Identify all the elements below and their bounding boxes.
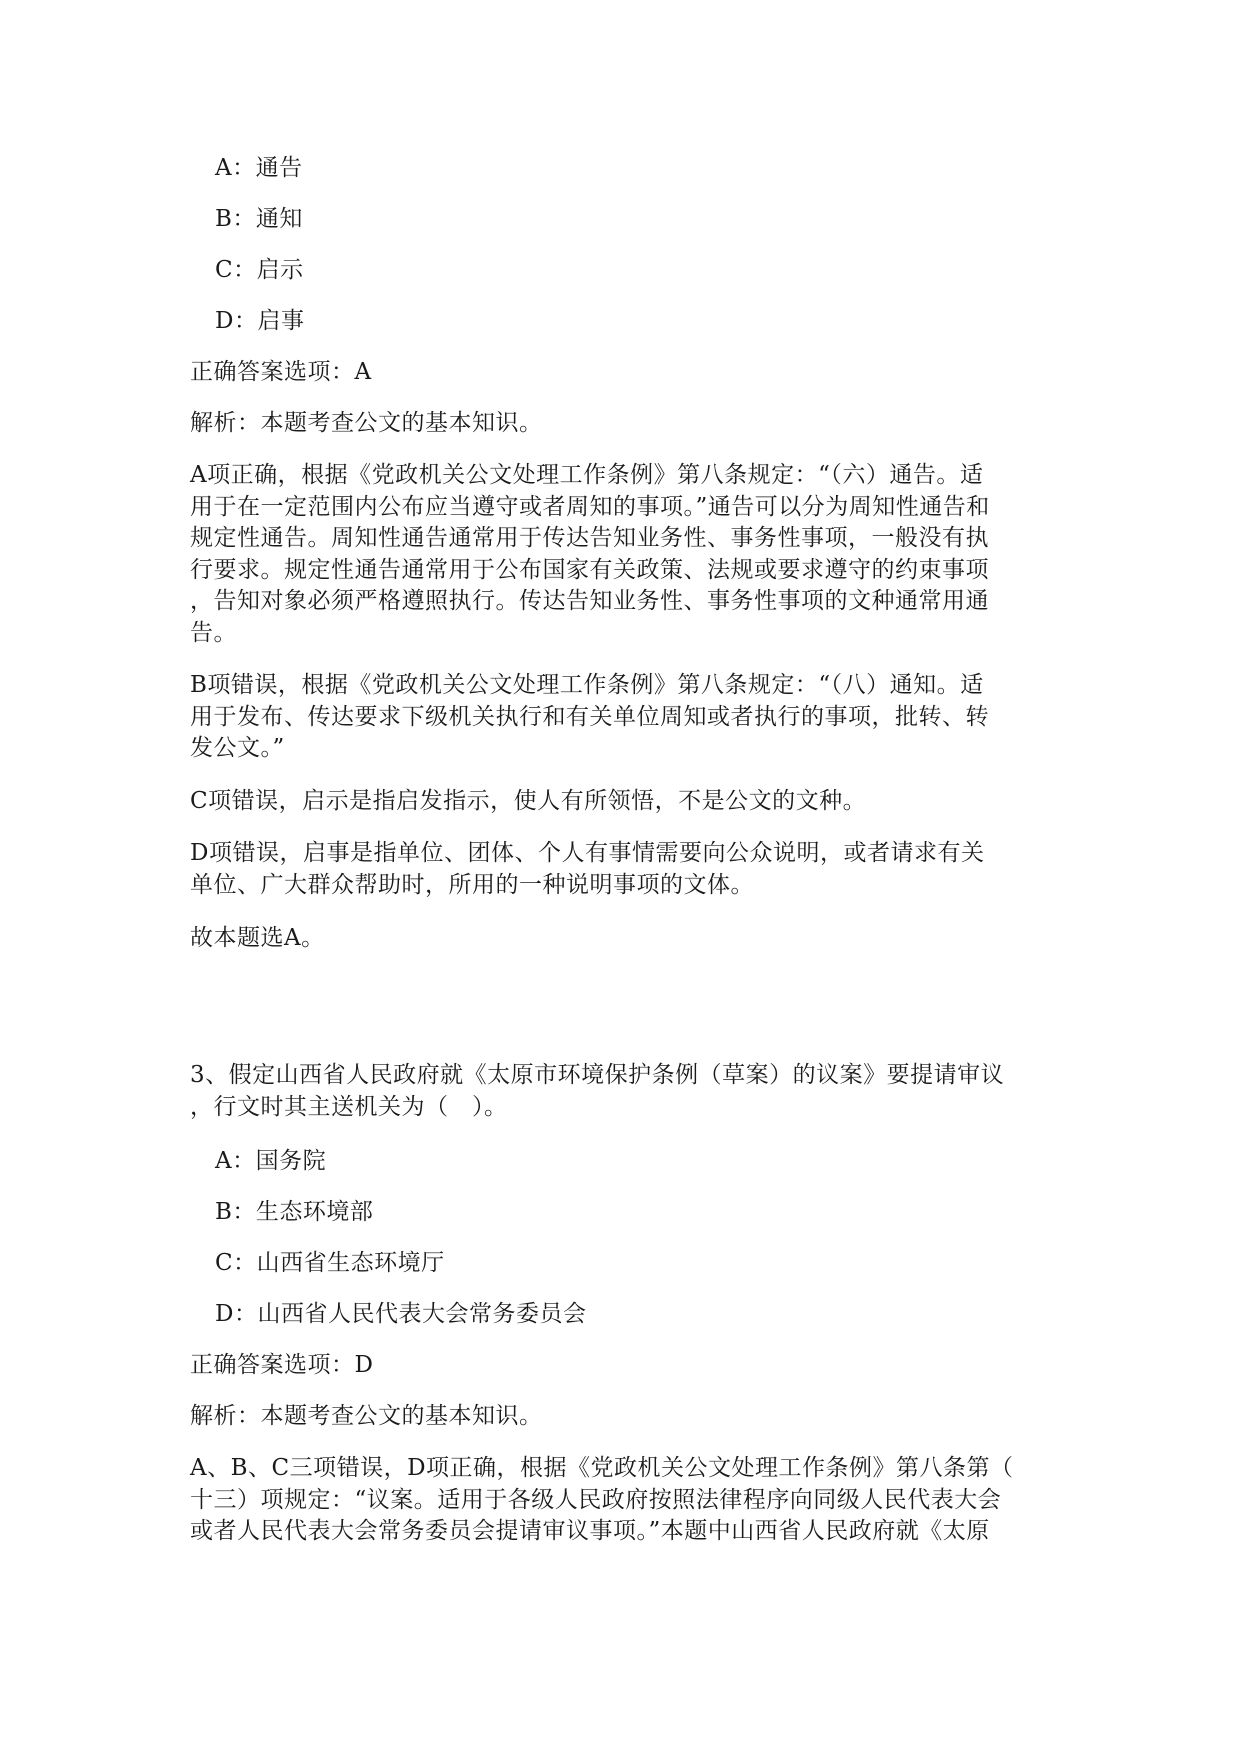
- q2-option-c: C：启示: [215, 257, 304, 283]
- text-line: 行要求。规定性通告通常用于公布国家有关政策、法规或要求遵守的约束事项: [190, 556, 989, 583]
- q3-answer: 正确答案选项：D: [190, 1352, 374, 1378]
- q2-option-b: B：通知: [215, 206, 303, 232]
- question-line: 3、假定山西省人民政府就《太原市环境保护条例（草案）的议案》要提请审议: [190, 1062, 1005, 1088]
- q2-answer: 正确答案选项：A: [190, 359, 372, 385]
- q3-paragraph: [190, 1453, 1060, 1548]
- text-line: 用于发布、传达要求下级机关执行和有关单位周知或者执行的事项，批转、转: [190, 703, 989, 730]
- text-line: 十三）项规定：“议案。适用于各级人民政府按照法律程序向同级人民代表大会: [190, 1486, 1002, 1513]
- q2-paragraph-c: [190, 786, 1060, 818]
- text-line: 告。: [190, 619, 237, 646]
- q3-analysis: 解析：本题考查公文的基本知识。: [190, 1403, 543, 1429]
- text-line: 用于在一定范围内公布应当遵守或者周知的事项。”通告可以分为周知性通告和: [190, 493, 990, 520]
- q2-option-a: A：通告: [215, 155, 303, 181]
- q3-stem: [190, 1060, 1060, 1123]
- text-line: 单位、广大群众帮助时，所用的一种说明事项的文体。: [190, 871, 754, 898]
- text-line: A、B、C三项错误，D项正确，根据《党政机关公文处理工作条例》第八条第（: [190, 1455, 1014, 1481]
- q3-option-c: C：山西省生态环境厅: [215, 1250, 445, 1276]
- text-line: 或者人民代表大会常务委员会提请审议事项。”本题中山西省人民政府就《太原: [190, 1518, 990, 1544]
- text-line: ，告知对象必须严格遵照执行。传达告知业务性、事务性事项的文种通常用通: [190, 588, 989, 614]
- text-line: C项错误，启示是指启发指示，使人有所领悟，不是公文的文种。: [190, 788, 867, 814]
- text-line: D项错误，启事是指单位、团体、个人有事情需要向公众说明，或者请求有关: [190, 840, 985, 866]
- text-line: B项错误，根据《党政机关公文处理工作条例》第八条规定：“（八）通知。适: [190, 672, 984, 698]
- q2-paragraph-d: [190, 838, 1060, 901]
- text-line: 发公文。”: [190, 735, 285, 761]
- q2-paragraph-b: [190, 670, 1060, 765]
- q3-option-b: B：生态环境部: [215, 1199, 374, 1225]
- text-line: 规定性通告。周知性通告通常用于传达告知业务性、事务性事项，一般没有执: [190, 525, 989, 551]
- q2-paragraph-a: [190, 460, 1060, 649]
- q2-analysis: 解析：本题考查公文的基本知识。: [190, 410, 543, 436]
- q2-option-d: D：启事: [215, 308, 305, 334]
- q3-option-a: A：国务院: [215, 1148, 327, 1174]
- q2-conclusion: 故本题选A。: [190, 925, 325, 951]
- q3-option-d: D：山西省人民代表大会常务委员会: [215, 1301, 587, 1327]
- text-line: A项正确，根据《党政机关公文处理工作条例》第八条规定：“（六）通告。适: [190, 462, 984, 488]
- question-line: ，行文时其主送机关为（ ）。: [190, 1093, 508, 1120]
